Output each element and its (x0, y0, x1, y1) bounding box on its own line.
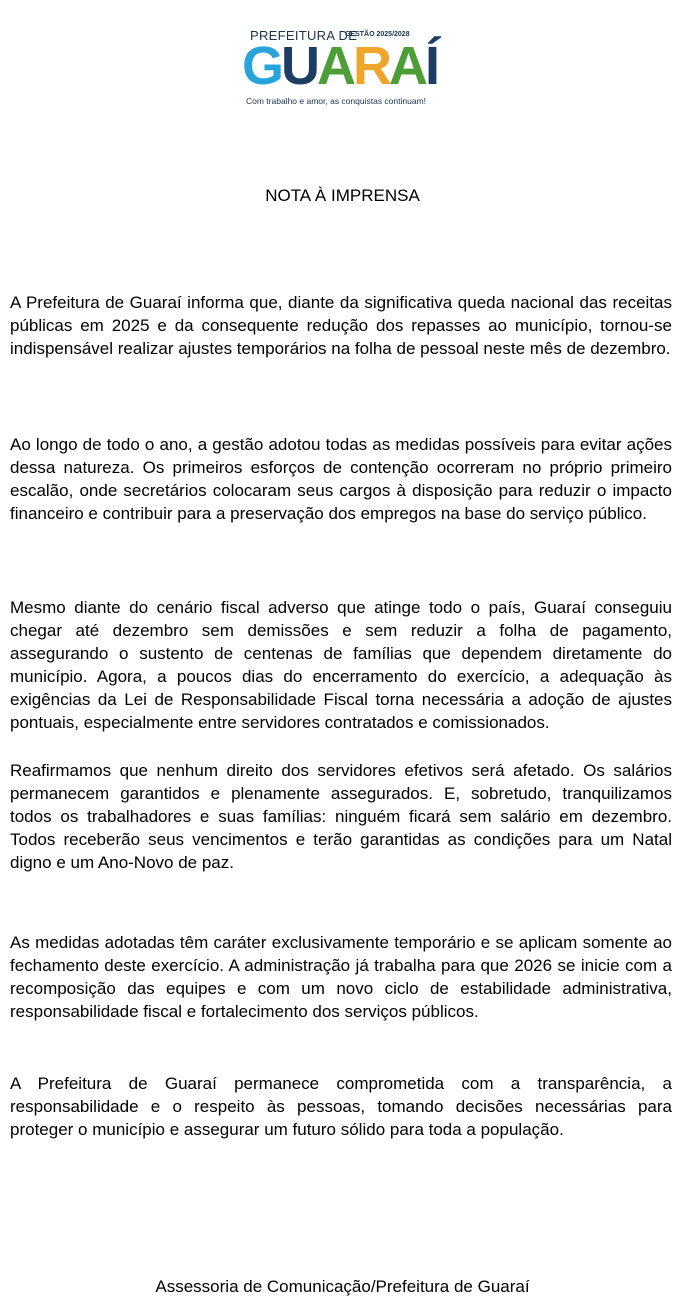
logo-letter: A (389, 36, 426, 96)
paragraph-5: As medidas adotadas têm caráter exclusivamente temporário e se aplicam somente ao fechamento deste exercício. A administração já trabalha para que 2026 se inicie com a recomposição das equipes e com um novo ciclo de estabilidade administrativa, responsabilidade fiscal e fortalecimento dos serviços públicos. (10, 933, 672, 1021)
paragraph-1: A Prefeitura de Guaraí informa que, diante da significativa queda nacional das receitas públicas em 2025 e da consequente redução dos repasses ao município, tornou-se indispensável realizar ajustes temporários na folha de pessoal neste mês de dezembro. (10, 293, 672, 358)
logo-letter: U (281, 36, 318, 96)
page-title: NOTA À IMPRENSA (265, 186, 420, 205)
paragraph-4: Reafirmamos que nenhum direito dos servidores efetivos será afetado. Os salários permanecem garantidos e plenamente assegurados. E, sobretudo, tranquilizamos todos os trabalhadores e suas famílias: ninguém ficará sem salário em dezembro. Todos receberão seus vencimentos e terão garantidas as condições para um Natal digno e um Ano-Novo de paz. (10, 761, 672, 872)
logo-wordmark (242, 38, 437, 94)
paragraph-6: A Prefeitura de Guaraí permanece comprometida com a transparência, a responsabilidade e o respeito às pessoas, tomando decisões necessárias para proteger o município e assegurar um futuro sólido para toda a população. (10, 1074, 672, 1139)
prefeitura-logo (242, 28, 457, 108)
logo-letter: R (353, 36, 390, 96)
logo-letter: Í (425, 36, 438, 96)
footer-signature: Assessoria de Comunicação/Prefeitura de Guaraí (155, 1277, 530, 1296)
paragraph-3: Mesmo diante do cenário fiscal adverso que atinge todo o país, Guaraí conseguiu chegar até dezembro sem demissões e sem reduzir a folha de pagamento, assegurando o sustento de centenas de famílias que dependem diretamente do município. Agora, a poucos dias do encerramento do exercício, a adequação às exigências da Lei de Responsabilidade Fiscal torna necessária a adoção de ajustes pontuais, especialmente entre servidores contratados e comissionados. (10, 598, 672, 732)
logo-slogan: Com trabalho e amor, as conquistas continuam! (246, 96, 427, 106)
logo-letter: A (317, 36, 354, 96)
logo-prefix: PREFEITURA DE (250, 28, 358, 43)
paragraph-2: Ao longo de todo o ano, a gestão adotou todas as medidas possíveis para evitar ações dessa natureza. Os primeiros esforços de contenção ocorreram no próprio primeiro escalão, onde secretários colocaram seus cargos à disposição para reduzir o impacto financeiro e contribuir para a preservação dos empregos na base do serviço público. (10, 435, 672, 523)
logo-letter: G (242, 36, 282, 96)
logo-term: GESTÃO 2025/2028 (345, 31, 410, 38)
